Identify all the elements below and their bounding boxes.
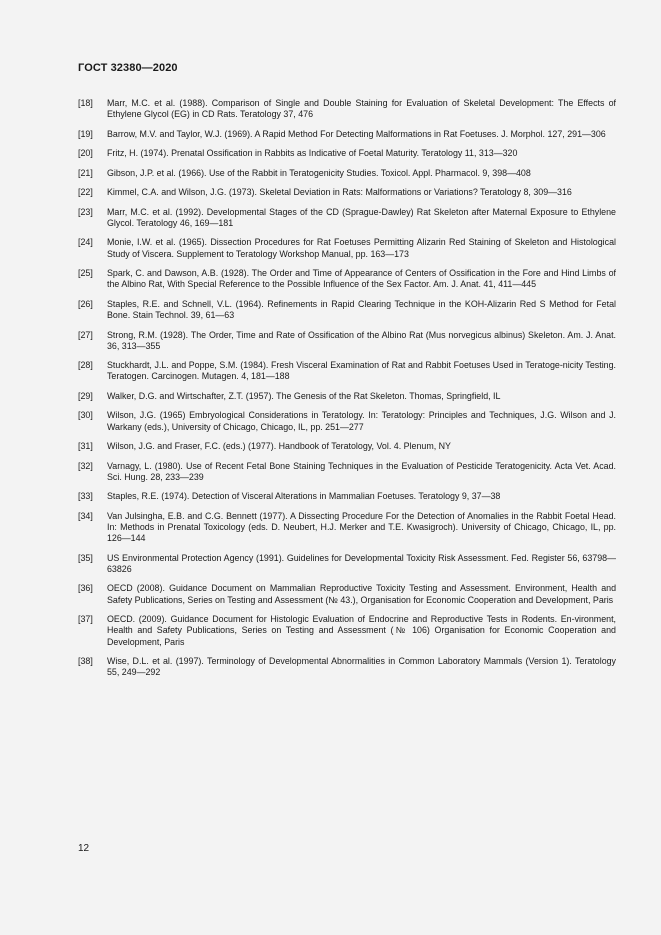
- reference-number: [21]: [78, 167, 93, 178]
- reference-text: Van Julsingha, E.B. and C.G. Bennett (1977). A Dissecting Procedure For the Detection of Anomalies in the Rabbit Foetal Head. In: Methods in Prenatal Toxicology (eds. D. Neubert, H.J. Merker and T.E. Kwasigroch). University of Chicago, Chicago, IL, pp. 126—144: [107, 510, 616, 544]
- reference-text: Stuckhardt, J.L. and Poppe, S.M. (1984). Fresh Visceral Examination of Rat and Rabbit Foetuses Used in Teratoge-nicity Testing. Teratogen. Carcinogen. Mutagen. 4, 181—188: [107, 360, 616, 382]
- reference-number: [34]: [78, 510, 93, 521]
- reference-number: [29]: [78, 390, 93, 401]
- reference-item: [78, 511, 616, 545]
- reference-item: [78, 360, 616, 382]
- reference-number: [23]: [78, 206, 93, 217]
- reference-item: [78, 129, 616, 140]
- reference-number: [38]: [78, 656, 93, 667]
- reference-item: [78, 168, 616, 179]
- reference-item: [78, 583, 616, 605]
- reference-text: Wise, D.L. et al. (1997). Terminology of Developmental Abnormalities in Common Laboratory Mammals (Version 1). Teratology 55, 249—292: [107, 656, 616, 678]
- reference-number: [35]: [78, 552, 93, 563]
- reference-item: [78, 391, 616, 402]
- reference-text: Marr, M.C. et al. (1988). Comparison of Single and Double Staining for Evaluation of Skeletal Development: The Effects of Ethylene Glycol (EG) in CD Rats. Teratology 37, 476: [107, 98, 616, 120]
- reference-text: Staples, R.E. (1974). Detection of Visceral Alterations in Mammalian Foetuses. Teratology 9, 37—38: [107, 491, 501, 502]
- reference-text: OECD. (2009). Guidance Document for Histologic Evaluation of Endocrine and Reproductive Tests in Rodents. En-vironment, Health and Safety Publications, Series on Testing and Assessment (№ 106) Organisation for Economic Cooperation and Development, Paris: [107, 614, 616, 647]
- reference-text: Staples, R.E. and Schnell, V.L. (1964). Refinements in Rapid Clearing Technique in the KOH-Alizarin Red S Method for Fetal Bone. Stain Technol. 39, 61—63: [107, 298, 616, 321]
- reference-number: [28]: [78, 360, 93, 371]
- reference-item: [78, 268, 616, 290]
- reference-text: Marr, M.C. et al. (1992). Developmental Stages of the CD (Sprague-Dawley) Rat Skeleton after Maternal Exposure to Ethylene Glycol. Teratology 46, 169—181: [107, 206, 616, 228]
- reference-text: Strong, R.M. (1928). The Order, Time and Rate of Ossification of the Albino Rat (Mus norvegicus albinus) Skeleton. Am. J. Anat. 36, 313—355: [107, 329, 616, 351]
- reference-item: [78, 148, 616, 159]
- reference-number: [25]: [78, 268, 93, 279]
- reference-text: Varnagy, L. (1980). Use of Recent Fetal Bone Staining Techniques in the Evaluation of Pesticide Teratogenicity. Acta Vet. Acad. Sci. Hung. 28, 233—239: [107, 460, 616, 482]
- reference-item: [78, 614, 616, 648]
- reference-item: [78, 491, 616, 502]
- reference-item: [78, 553, 616, 575]
- reference-number: [32]: [78, 460, 93, 471]
- standard-header: ГОСТ 32380—2020: [78, 62, 178, 74]
- reference-item: [78, 656, 616, 678]
- reference-item: [78, 330, 616, 352]
- page-number: 12: [78, 843, 90, 854]
- reference-text: US Environmental Protection Agency (1991). Guidelines for Developmental Toxicity Risk Assessment. Fed. Register 56, 63798—63826: [107, 552, 616, 574]
- reference-item: [78, 461, 616, 483]
- reference-text: Kimmel, C.A. and Wilson, J.G. (1973). Skeletal Deviation in Rats: Malformations or Variations? Teratology 8, 309—316: [107, 187, 572, 198]
- reference-item: [78, 237, 616, 259]
- reference-number: [20]: [78, 148, 93, 159]
- reference-item: [78, 207, 616, 229]
- reference-text: Barrow, M.V. and Taylor, W.J. (1969). A Rapid Method For Detecting Malformations in Rat Foetuses. J. Morphol. 127, 291—306: [107, 128, 606, 139]
- reference-list: [78, 98, 616, 687]
- reference-number: [37]: [78, 614, 93, 625]
- reference-number: [26]: [78, 298, 93, 309]
- reference-number: [33]: [78, 491, 93, 502]
- reference-text: OECD (2008). Guidance Document on Mammalian Reproductive Toxicity Testing and Assessment. Environment, Health and Safety Publications, Series on Testing and Assessment (№ 43.), Organisation for Economic Cooperation and Development, Paris: [107, 583, 616, 605]
- reference-text: Wilson, J.G. and Fraser, F.C. (eds.) (1977). Handbook of Teratology, Vol. 4. Plenum, NY: [107, 441, 451, 452]
- reference-number: [18]: [78, 98, 93, 108]
- reference-number: [36]: [78, 583, 93, 594]
- reference-item: [78, 410, 616, 432]
- reference-text: Spark, C. and Dawson, A.B. (1928). The Order and Time of Appearance of Centers of Ossification in the Fore and Hind Limbs of the Albino Rat, With Special Reference to the Possible Influence of the Sex Factor. Am. J. Anat. 41, 411—445: [107, 268, 616, 290]
- reference-text: Gibson, J.P. et al. (1966). Use of the Rabbit in Teratogenicity Studies. Toxicol. Appl. Pharmacol. 9, 398—408: [107, 167, 531, 178]
- reference-number: [30]: [78, 410, 93, 421]
- reference-number: [27]: [78, 329, 93, 340]
- reference-item: [78, 299, 616, 321]
- reference-text: Walker, D.G. and Wirtschafter, Z.T. (1957). The Genesis of the Rat Skeleton. Thomas, Springfield, IL: [107, 390, 501, 401]
- reference-number: [19]: [78, 128, 93, 139]
- reference-text: Fritz, H. (1974). Prenatal Ossification in Rabbits as Indicative of Foetal Maturity. Teratology 11, 313—320: [107, 148, 518, 159]
- reference-item: [78, 98, 616, 120]
- reference-number: [24]: [78, 237, 93, 248]
- reference-text: Wilson, J.G. (1965) Embryological Considerations in Teratology. In: Teratology: Principles and Techniques, J.G. Wilson and J. Warkany (eds.), University of Chicago, Chicago, IL, pp. 251—277: [107, 410, 616, 432]
- reference-text: Monie, I.W. et al. (1965). Dissection Procedures for Rat Foetuses Permitting Alizarin Red Staining of Skeleton and Histological Study of Viscera. Supplement to Teratology Workshop Manual, pp. 163—173: [107, 237, 616, 259]
- reference-number: [22]: [78, 187, 93, 198]
- reference-item: [78, 441, 616, 452]
- reference-item: [78, 187, 616, 198]
- reference-number: [31]: [78, 441, 93, 452]
